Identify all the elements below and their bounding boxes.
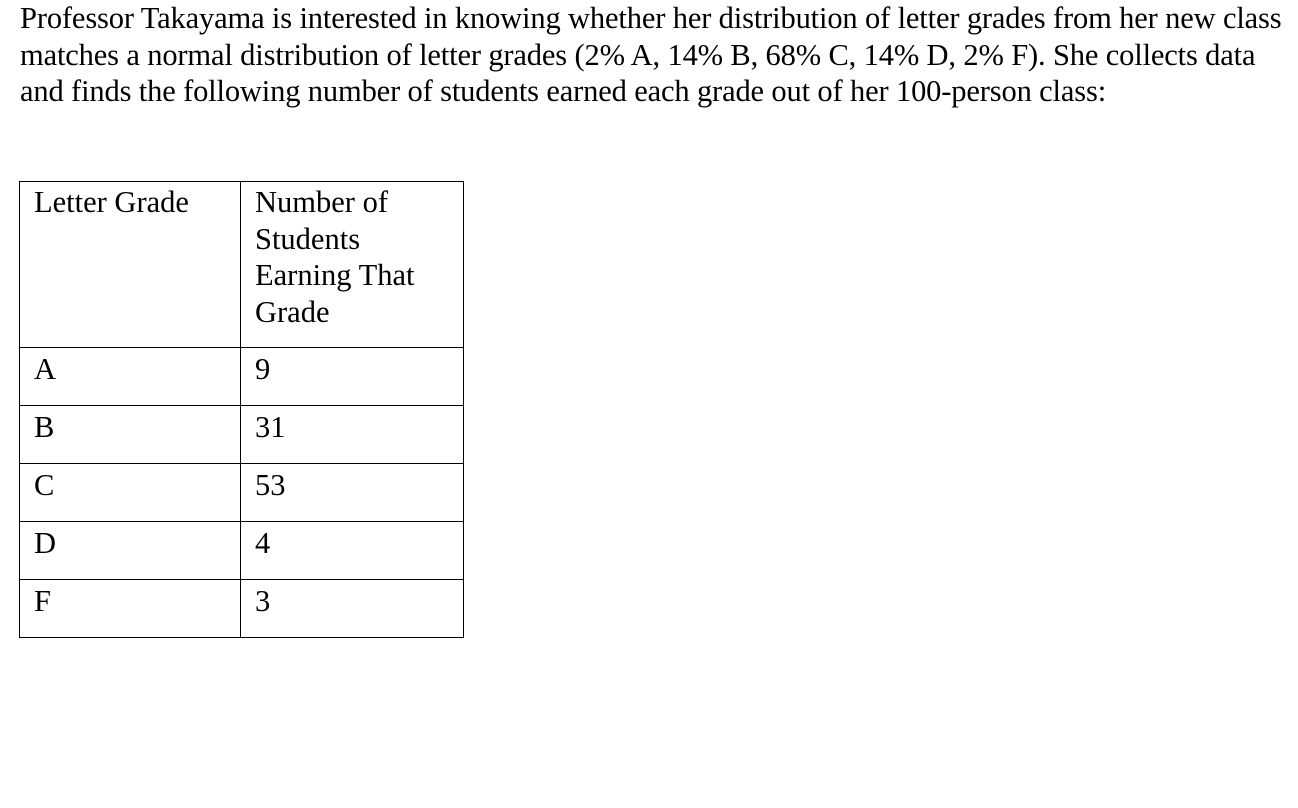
table-row <box>20 580 464 638</box>
header-cell-letter-grade <box>20 182 241 348</box>
grade-cell: C <box>34 468 55 502</box>
header-letter-grade-label: Letter Grade <box>34 185 189 219</box>
header-number-of-students-label: Number of Students Earning That Grade <box>255 185 415 329</box>
problem-statement: Professor Takayama is interested in knowing whether her distribution of letter grades from her new class matches a normal distribution of letter grades (2% A, 14% B, 68% C, 14% D, 2% F). She collects data and finds the following number of students earned each grade out of her 100-person class: <box>20 1 1282 108</box>
count-cell: 53 <box>255 468 286 502</box>
table-row <box>20 522 464 580</box>
table-row <box>20 406 464 464</box>
count-cell: 31 <box>255 410 286 444</box>
header-cell-number-of-students <box>241 182 464 348</box>
count-cell: 4 <box>255 526 271 560</box>
grade-distribution-table <box>19 181 464 638</box>
count-cell: 3 <box>255 584 271 618</box>
grade-cell: A <box>34 352 57 386</box>
table-row <box>20 348 464 406</box>
grade-cell: D <box>34 526 57 560</box>
count-cell: 9 <box>255 352 271 386</box>
table-header-row <box>20 182 464 348</box>
table-row <box>20 464 464 522</box>
grade-cell: F <box>34 584 51 618</box>
grade-cell: B <box>34 410 55 444</box>
